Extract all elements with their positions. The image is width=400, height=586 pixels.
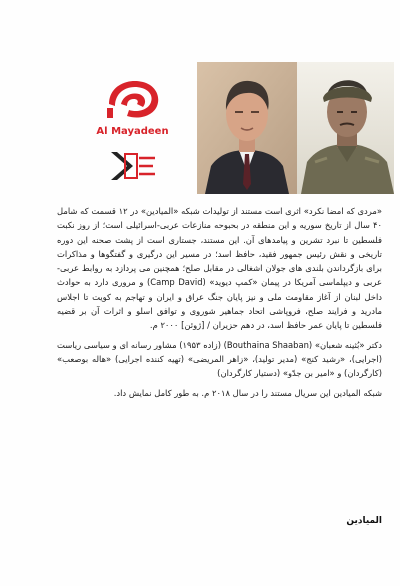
paragraph-credits: دکتر «بُثینه شعبان» (Bouthaina Shaaban) (زاده ۱۹۵۳) مشاور رسانه ای و سیاسی ریاست (اجرایی)، «رشید کنج» (مدیر تولید)، «زاهر المریضی» (تهیه کننده اجرایی) «هاله بوصعب» (کارگردان) و «امیر بن جدّو» (دستیار کارگردان) bbox=[57, 339, 382, 379]
al-mayadeen-name: Al Mayadeen bbox=[96, 126, 169, 137]
al-mayadeen-logo-icon bbox=[99, 74, 163, 124]
logos-column bbox=[85, 70, 180, 180]
signature-publisher: المیادین bbox=[346, 516, 382, 526]
paragraph-broadcast: شبکه المیادین این سریال مستند را در سال ۲۰۱۸ م. به طور کامل نمایش داد. bbox=[113, 387, 382, 398]
description-text bbox=[57, 204, 382, 405]
cover-photo bbox=[197, 62, 394, 194]
portrait-military bbox=[297, 62, 394, 194]
portrait-suit bbox=[197, 62, 297, 194]
paragraph-series-summary: «مردی که امضا نکرد» اثری است مستند از تولیدات شبکه «المیادین» در ۱۲ قسمت که شامل ۴۰ سال از تاریخ سوریه و این منطقه در بحبوحه منازعات عربی-اسرائیلی است؛ از روز نکبت فلسطین تا نبرد تشرین و پیامدهای آن. این مستند، جستاری است از پشت صحنه این دوره تاریخی و نقش رئیس جمهور فقید، حافظ اسد؛ در مسیر این درگیری و گفتگوها و مذاکرات برای بازگرداندن بلندی های جولان اشغالی در مقابل صلح؛ همچنین می پردازد به روابط عربی-عربی و دیپلماسی آمریکا در پیمان «کمپ دیوید» (Camp David) و مروری دارد به حوادث داخل لبنان از آغاز مقاومت ملی و نیز پایان جنگ عراق و ایران و تهاجم به کویت تا اجلاس مادرید و فرایند صلح، فروپاشی اتحاد جماهیر شوروی و توافق اسلو و اثرات آن بر قضیه فلسطین تا پایان عمر حافظ اسد، در دهم حزیران / [ژوئن] ۲۰۰۰ م. bbox=[57, 206, 383, 331]
publisher-logo-icon bbox=[107, 148, 159, 184]
